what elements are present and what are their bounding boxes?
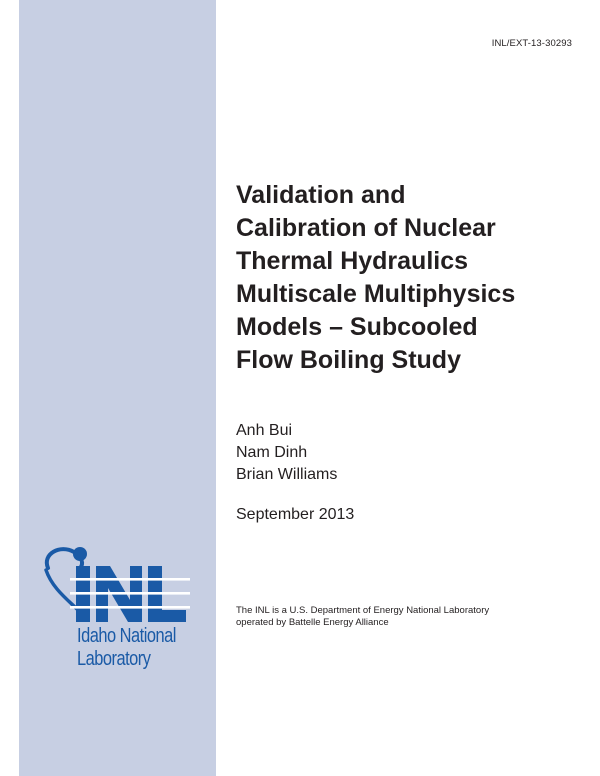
publication-date: September 2013 <box>236 506 355 523</box>
disclaimer-line: The INL is a U.S. Department of Energy National Laboratory <box>236 605 490 616</box>
report-title <box>236 179 576 377</box>
author-name: Brian Williams <box>236 466 338 483</box>
author-name: Nam Dinh <box>236 444 308 461</box>
logo-name-line: Idaho National <box>77 625 176 647</box>
report-number: INL/EXT-13-30293 <box>491 38 572 49</box>
logo-wordmark <box>77 625 176 671</box>
author-list <box>236 420 337 486</box>
title-line: Validation and <box>236 181 406 209</box>
logo-name-line: Laboratory <box>77 648 151 670</box>
disclaimer-line: operated by Battelle Energy Alliance <box>236 617 389 628</box>
title-line: Flow Boiling Study <box>236 346 461 374</box>
inl-logo-mark-icon <box>40 540 190 630</box>
title-line: Models – Subcooled <box>236 313 478 341</box>
title-line: Calibration of Nuclear <box>236 214 496 242</box>
author-name: Anh Bui <box>236 422 293 439</box>
disclaimer <box>236 605 489 629</box>
title-line: Multiscale Multiphysics <box>236 280 516 308</box>
title-line: Thermal Hydraulics <box>236 247 469 275</box>
